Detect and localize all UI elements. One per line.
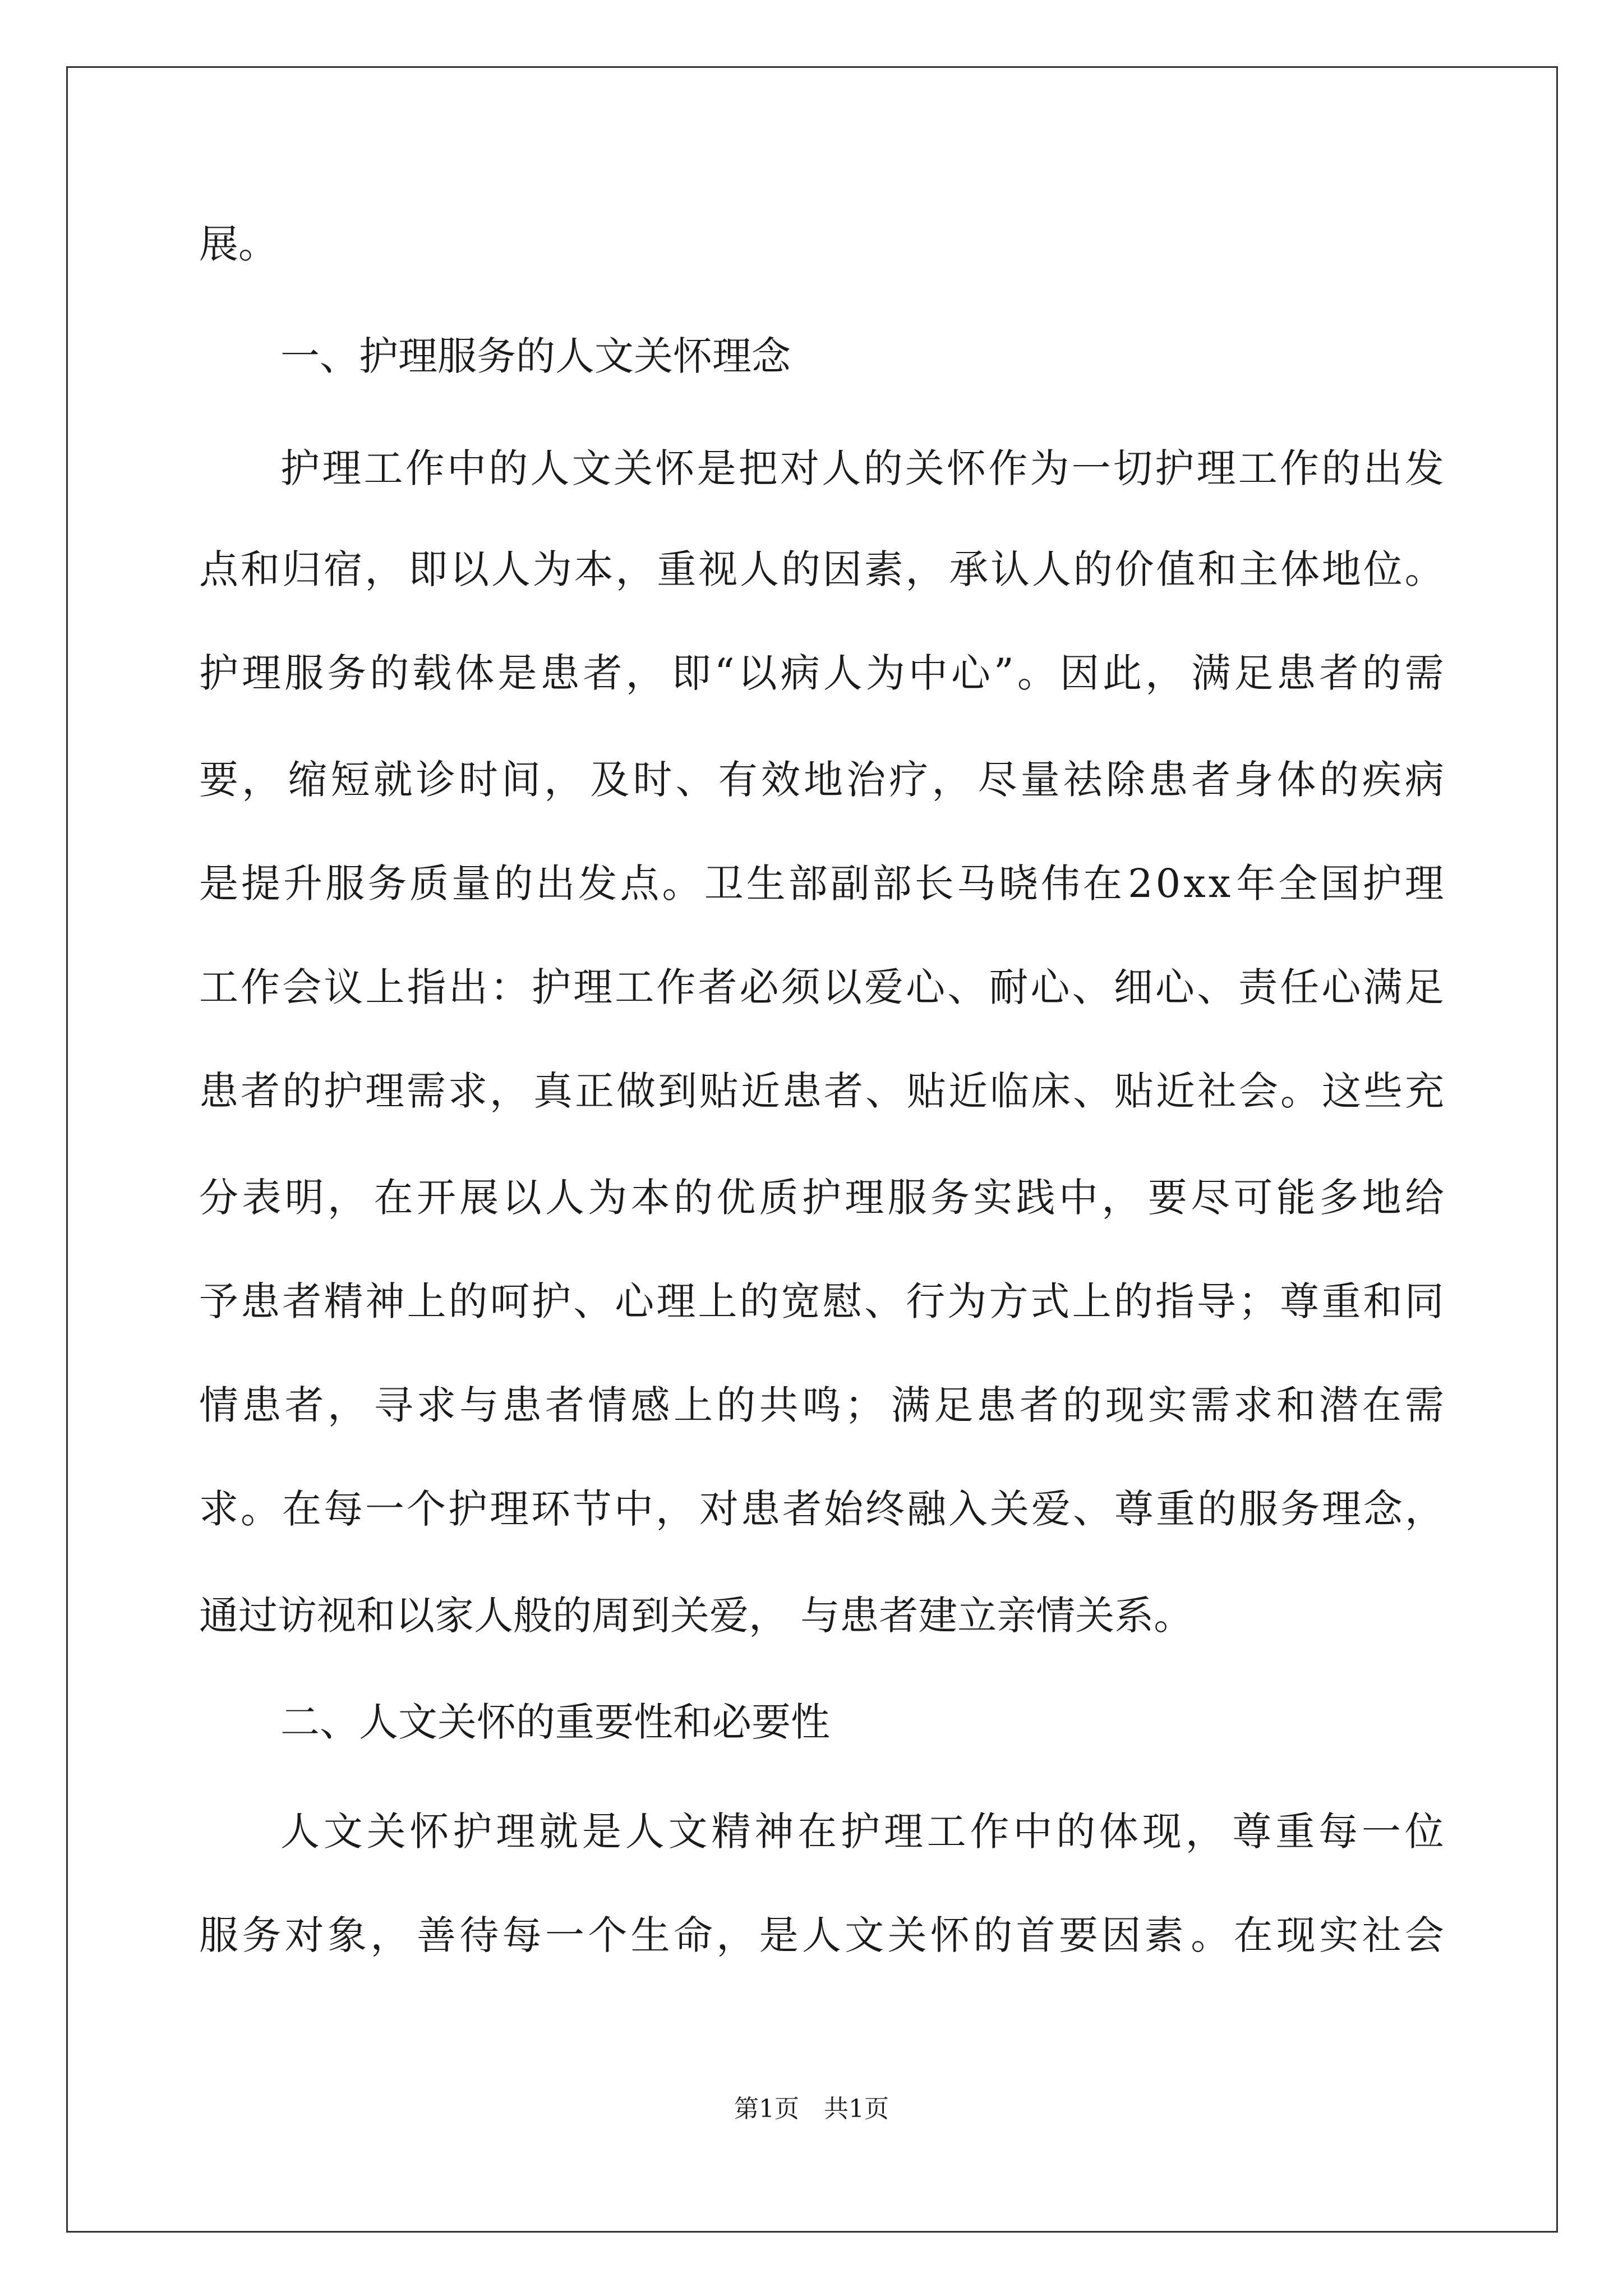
text-line: 是 提 升 服 务 质 量 的 出 发 点 。 卫 生 部 副 部 长 马 晓 伟 在 2 0 x x 年 全 国 护 理 [199,861,1444,907]
section-heading: 一、护理服务的人文关怀理念 [280,333,791,379]
text-line: 服 务 对 象 ， 善 待 每 一 个 生 命 ， 是 人 文 关 怀 的 首 要 因 素 。 在 现 实 社 会 [199,1912,1444,1958]
text-line: 情 患 者 ， 寻 求 与 患 者 情 感 上 的 共 鸣 ； 满 足 患 者 的 现 实 需 求 和 潜 在 需 [199,1382,1444,1428]
text-line: 要 ， 缩 短 就 诊 时 间 ， 及 时 、 有 效 地 治 疗 ， 尽 量 祛 除 患 者 身 体 的 疾 病 [199,757,1444,803]
section-heading: 二、人文关怀的重要性和必要性 [280,1699,830,1745]
text-line: 点 和 归 宿 ， 即 以 人 为 本 ， 重 视 人 的 因 素 ， 承 认 人 的 价 值 和 主 体 地 位 。 [199,546,1444,592]
text-line: 展。 [199,221,278,267]
text-line: 人 文 关 怀 护 理 就 是 人 文 精 神 在 护 理 工 作 中 的 体 现 ， 尊 重 每 一 位 [280,1809,1444,1855]
text-line: 患 者 的 护 理 需 求 ， 真 正 做 到 贴 近 患 者 、 贴 近 临 床 、 贴 近 社 会 。 这 些 充 [199,1068,1444,1114]
text-line: 分 表 明 ， 在 开 展 以 人 为 本 的 优 质 护 理 服 务 实 践 中 ， 要 尽 可 能 多 地 给 [199,1175,1444,1221]
text-line: 工 作 会 议 上 指 出 ： 护 理 工 作 者 必 须 以 爱 心 、 耐 心 、 细 心 、 责 任 心 满 足 [199,964,1444,1010]
text-line: 予 患 者 精 神 上 的 呵 护 、 心 理 上 的 宽 慰 、 行 为 方 式 上 的 指 导 ； 尊 重 和 同 [199,1278,1444,1324]
text-line: 求 。 在 每 一 个 护 理 环 节 中 ， 对 患 者 始 终 融 入 关 爱 、 尊 重 的 服 务 理 念 ， [199,1486,1444,1532]
text-line: 通过访视和以家人般的周到关爱， 与患者建立亲情关系。 [199,1593,1193,1639]
text-line: 护 理 服 务 的 载 体 是 患 者 ， 即 “ 以 病 人 为 中 心 ” 。 因 此 ， 满 足 患 者 的 需 [199,650,1444,696]
page-footer: 第1页 共1页 [734,2095,889,2123]
text-line: 护 理 工 作 中 的 人 文 关 怀 是 把 对 人 的 关 怀 作 为 一 切 护 理 工 作 的 出 发 [280,445,1444,491]
